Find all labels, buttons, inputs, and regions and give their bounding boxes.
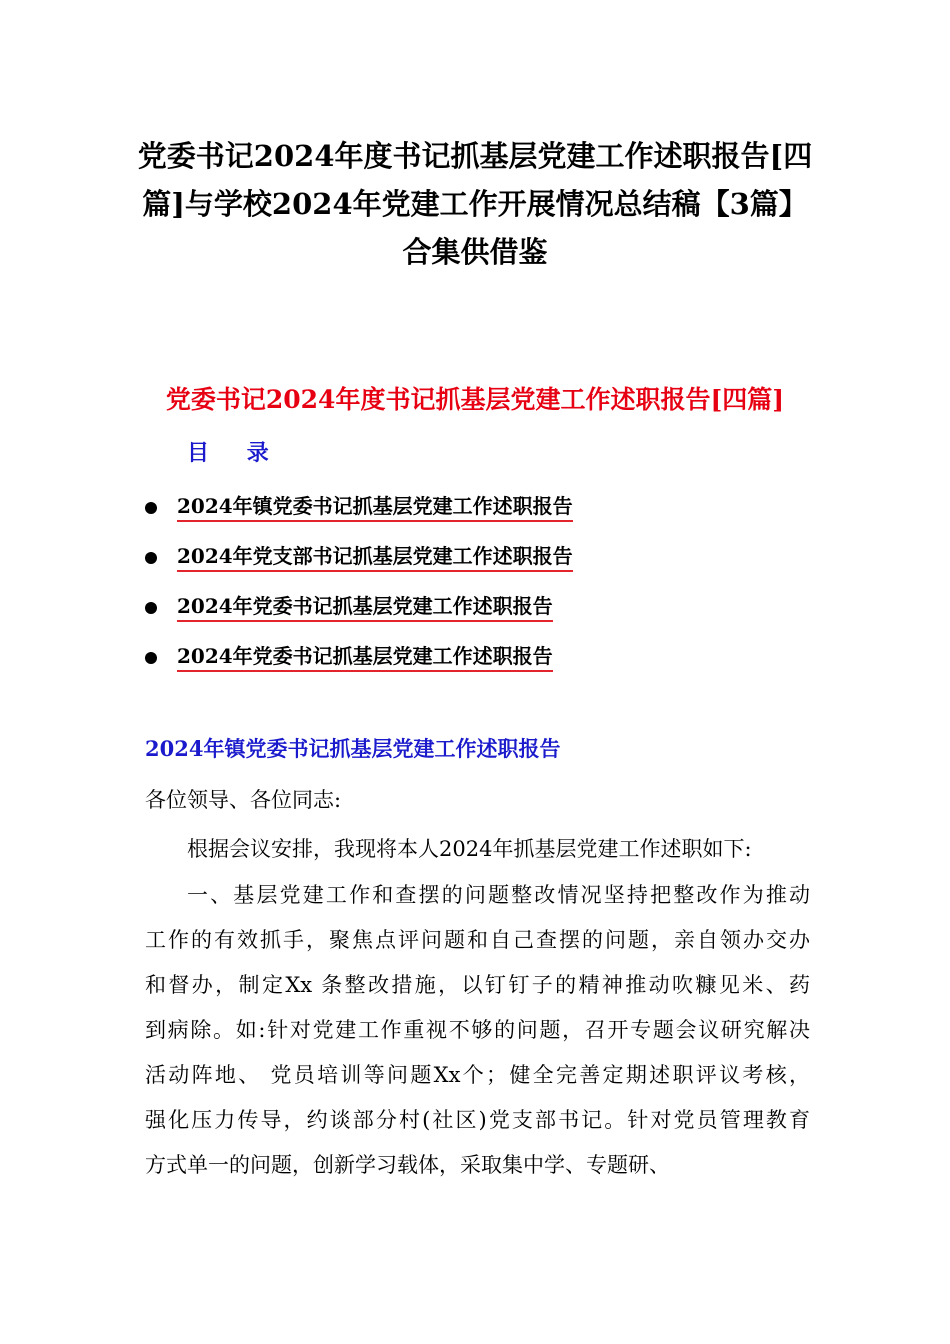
- toc-item: [145, 483, 573, 533]
- bullet-icon: [145, 502, 157, 514]
- paragraph-line: 方式单一的问题，创新学习载体，采取集中学、专题研、: [145, 1153, 670, 1177]
- section-title: 党委书记2024年度书记抓基层党建工作述职报告[四篇]: [165, 385, 785, 414]
- paragraph-line: 强化压力传导，约谈部分村(社区)党支部书记。针对党员管理教育: [145, 1108, 810, 1132]
- toc-link[interactable]: 2024年党支部书记抓基层党建工作述职报告: [177, 544, 573, 572]
- toc-link[interactable]: 2024年党委书记抓基层党建工作述职报告: [177, 594, 553, 622]
- toc-item: [145, 633, 573, 683]
- title-line: 篇]与学校2024年党建工作开展情况总结稿【3篇】: [142, 187, 808, 221]
- toc-link[interactable]: 2024年党委书记抓基层党建工作述职报告: [177, 644, 553, 672]
- bullet-icon: [145, 552, 157, 564]
- paragraph-line: 和督办，制定Xx 条整改措施，以钉钉子的精神推动吹糠见米、药: [145, 973, 810, 997]
- intro-paragraph: 根据会议安排，我现将本人2024年抓基层党建工作述职如下:: [187, 837, 752, 861]
- bullet-icon: [145, 652, 157, 664]
- document-title: [130, 132, 820, 276]
- title-line: 党委书记2024年度书记抓基层党建工作述职报告[四: [137, 139, 813, 173]
- toc-heading: [187, 436, 269, 467]
- toc-item: [145, 533, 573, 583]
- paragraph-line: 工作的有效抓手，聚焦点评问题和自己查摆的问题，亲自领办交办: [145, 928, 810, 952]
- article-heading: 2024年镇党委书记抓基层党建工作述职报告: [145, 736, 561, 761]
- paragraph-line: 一、基层党建工作和查摆的问题整改情况坚持把整改作为推动: [187, 883, 810, 907]
- salutation: 各位领导、各位同志:: [145, 788, 342, 812]
- toc-heading-char: 录: [246, 440, 269, 466]
- title-line: 合集供借鉴: [402, 235, 548, 269]
- paragraph-line: 到病除。如:针对党建工作重视不够的问题，召开专题会议研究解决: [145, 1018, 810, 1042]
- toc-link[interactable]: 2024年镇党委书记抓基层党建工作述职报告: [177, 494, 573, 522]
- body-paragraph: [145, 873, 810, 1188]
- toc-item: [145, 583, 573, 633]
- paragraph-line: 活动阵地、 党员培训等问题Xx个；健全完善定期述职评议考核，: [145, 1063, 810, 1087]
- bullet-icon: [145, 602, 157, 614]
- table-of-contents: [145, 483, 573, 683]
- toc-heading-char: 目: [187, 440, 210, 466]
